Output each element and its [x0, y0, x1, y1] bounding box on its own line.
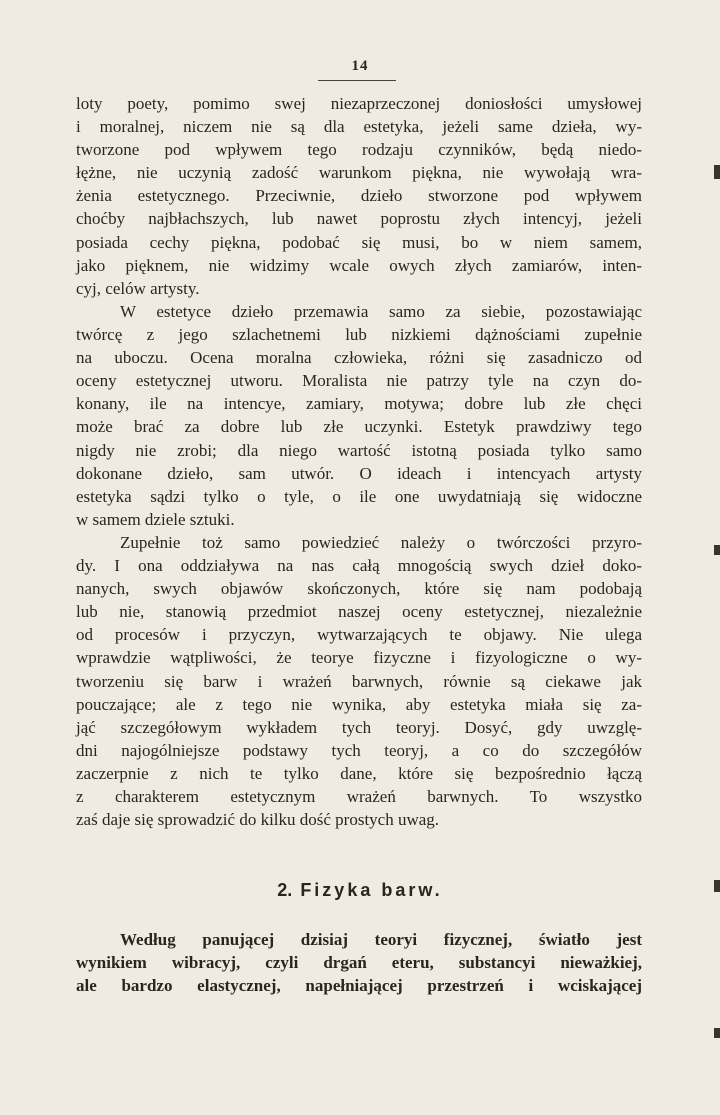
text-line: twórcę z jego szlachetnemi lub nizkiemi dążnościami zupełnie: [76, 325, 642, 345]
text-line: dokonane dzieło, sam utwór. O ideach i intencyach artysty: [76, 463, 642, 483]
text-line: nanych, swych objawów skończonych, które się nam podobają: [76, 579, 642, 599]
text-line: może brać za dobre lub złe uczynki. Estetyk prawdziwy tego: [76, 417, 642, 437]
text-line: cyj, celów artysty.: [76, 278, 200, 298]
text-line: dy. I ona oddziaływa na nas całą mnogością swych dzieł doko-: [76, 556, 642, 576]
text-line: W estetyce dzieło przemawia samo za siebie, pozostawiając: [120, 302, 642, 321]
section-paragraph: [76, 928, 642, 997]
text-line: jako pięknem, nie widzimy wcale owych złych zamiarów, inten-: [76, 255, 642, 275]
text-line: loty poety, pomimo swej niezaprzeczonej doniosłości umysłowej: [76, 94, 642, 113]
text-line: nigdy nie zrobi; dla niego wartość istotną posiada tylko samo: [76, 440, 642, 460]
text-line: posiada cechy piękna, podobać się musi, bo w niem samem,: [76, 232, 642, 252]
text-line: i moralnej, niczem nie są dla estetyka, jeżeli same dzieła, wy-: [76, 117, 642, 137]
text-line: konany, ile na intencye, zamiary, motywa; dobre lub złe chęci: [76, 394, 642, 414]
page-number: 14: [351, 58, 369, 74]
text-line: oceny estetycznej utworu. Moralista nie patrzy tyle na czyn do-: [76, 371, 642, 391]
section-title: Fizyka barw.: [300, 880, 443, 900]
text-line: choćby najbłachszych, lub nawet poprostu złych intencyj, jeżeli: [76, 209, 642, 229]
text-line: lub nie, stanowią przedmiot naszej oceny estetycznej, niezależnie: [76, 602, 642, 622]
text-line: od procesów i przyczyn, wytwarzających te objawy. Nie ulega: [76, 625, 642, 645]
text-line: Według panującej dzisiaj teoryi fizycznej, światło jest: [120, 930, 642, 949]
text-line: Zupełnie toż samo powiedzieć należy o twórczości przyro-: [120, 533, 642, 552]
text-line: ale bardzo elastycznej, napełniającej przestrzeń i wciskającej: [76, 976, 642, 996]
text-line: zaś daje się sprowadzić do kilku dość prostych uwag.: [76, 810, 440, 830]
text-line: łężne, nie uczynią zadość warunkom piękna, nie wywołają wra-: [76, 163, 642, 183]
text-line: zaczerpnie z nich te tylko dane, które się bezpośrednio łączą: [76, 763, 642, 783]
section-number: 2.: [277, 880, 293, 900]
text-line: wynikiem wibracyj, czyli drgań eteru, substancyi nieważkiej,: [76, 953, 642, 973]
scan-edge-mark: [714, 880, 720, 892]
text-line: tworzone pod wpływem tego rodzaju czynników, będą niedo-: [76, 140, 642, 160]
paragraph-1: [76, 92, 642, 300]
text-line: z charakterem estetycznym wrażeń barwnych. To wszystko: [76, 787, 642, 807]
scan-edge-mark: [714, 1028, 720, 1038]
page-number-rule: [318, 80, 396, 81]
text-line: na uboczu. Ocena moralna człowieka, różni się zasadniczo od: [76, 348, 642, 368]
text-line: pouczające; ale z tego nie wynika, aby estetyka miała się za-: [76, 694, 642, 714]
paragraph-3: [76, 531, 642, 831]
section-heading: [0, 880, 720, 901]
scan-edge-mark: [714, 165, 720, 179]
paragraph-2: [76, 300, 642, 531]
text-line: żenia estetycznego. Przeciwnie, dzieło stworzone pod wpływem: [76, 186, 642, 206]
text-line: dni najogólniejsze podstawy tych teoryj, a co do szczegółów: [76, 740, 642, 760]
text-line: wprawdzie wątpliwości, że teorye fizyczne i fizyologiczne o wy-: [76, 648, 642, 668]
text-line: tworzeniu się barw i wrażeń barwnych, równie są ciekawe jak: [76, 671, 642, 691]
text-line: jąć szczegółowym wykładem tych teoryj. Dosyć, gdy uwzglę-: [76, 717, 642, 737]
scan-edge-mark: [714, 545, 720, 555]
text-line: w samem dziele sztuki.: [76, 509, 235, 529]
text-line: estetyka sądzi tylko o tyle, o ile one uwydatniają się widoczne: [76, 486, 642, 506]
